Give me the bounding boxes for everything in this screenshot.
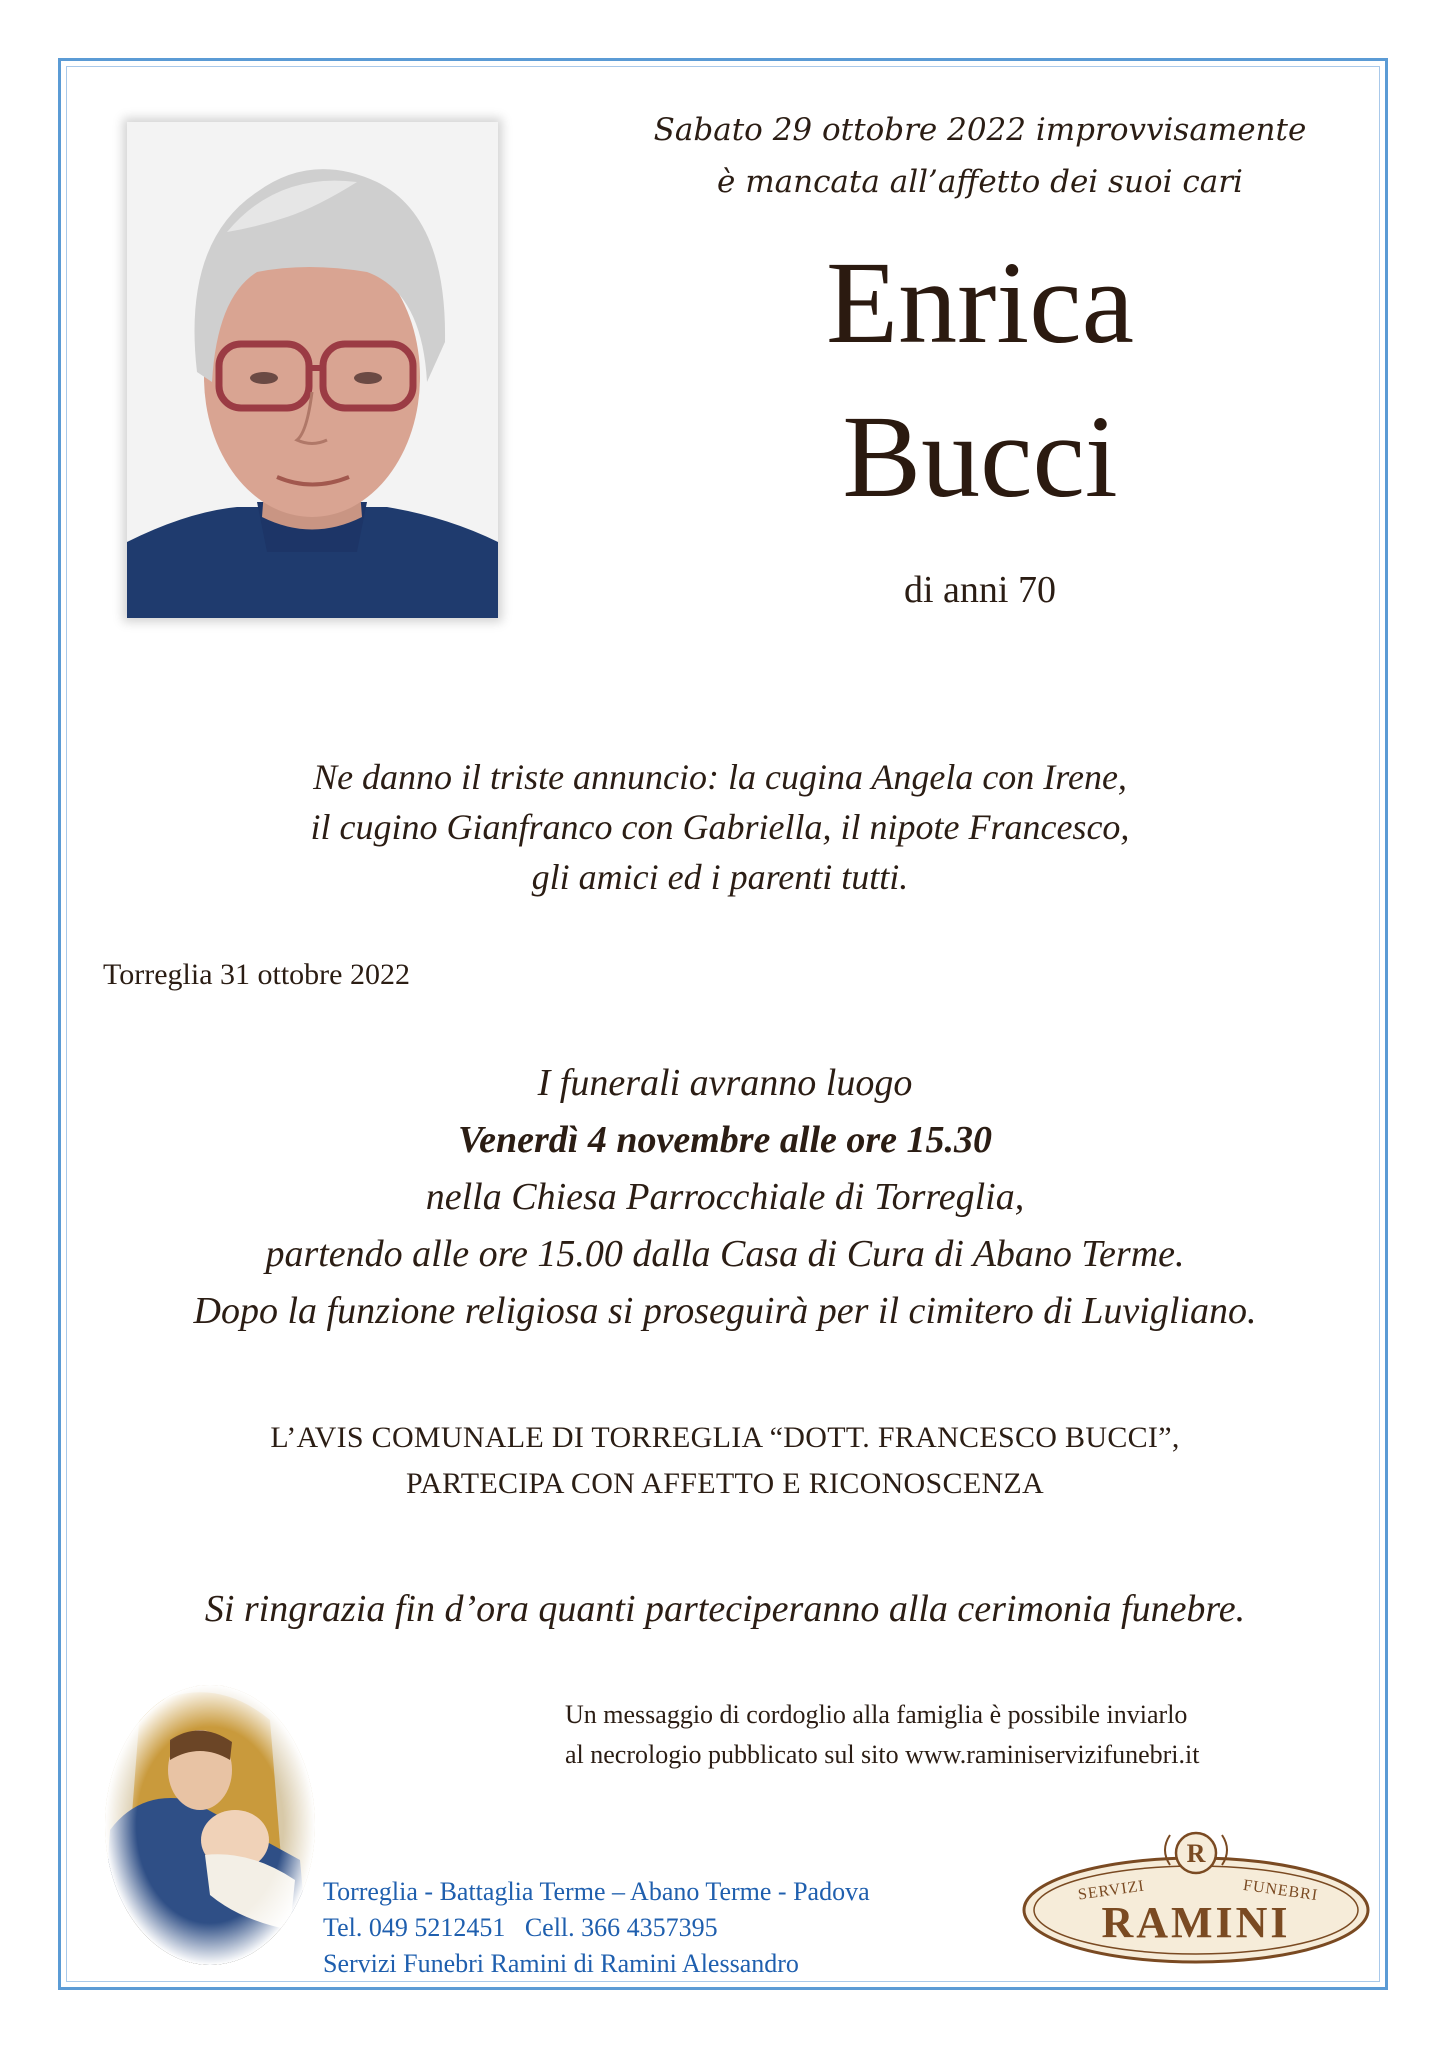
ramini-logo-graphic xyxy=(1020,1815,1372,1965)
contacts-company: Servizi Funebri Ramini di Ramini Alessandro xyxy=(323,1949,799,1978)
logo-monogram: R xyxy=(1186,1839,1206,1868)
avis-line-1: L’AVIS COMUNALE DI TORREGLIA “DOTT. FRANCESCO BUCCI”, xyxy=(270,1421,1180,1454)
intro-line-2: è mancata all’affetto dei suoi cari xyxy=(717,164,1243,200)
intro-line-1: Sabato 29 ottobre 2022 improvvisamente xyxy=(653,112,1307,148)
funeral-line-5: Dopo la funzione religiosa si proseguirà per il cimitero di Luvigliano. xyxy=(193,1290,1257,1332)
contacts-locations: Torreglia - Battaglia Terme – Abano Terme - Padova xyxy=(323,1877,870,1906)
funeral-line-1: I funerali avranno luogo xyxy=(537,1062,913,1104)
family-line-2: il cugino Gianfranco con Gabriella, il nipote Francesco, xyxy=(310,807,1130,847)
family-line-3: gli amici ed i parenti tutti. xyxy=(531,857,909,897)
madonna-image xyxy=(100,1680,320,1970)
thanks-text: Si ringrazia fin d’ora quanti parteciperanno alla cerimonia funebre. xyxy=(204,1588,1246,1630)
avis-line-2: PARTECIPA CON AFFETTO E RICONOSCENZA xyxy=(405,1467,1045,1500)
funeral-line-3: nella Chiesa Parrocchiale di Torreglia, xyxy=(425,1176,1025,1218)
deceased-age: di anni 70 xyxy=(904,569,1056,611)
logo-text-servizi: SERVIZI xyxy=(1076,1877,1146,1904)
deceased-first-name: Enrica xyxy=(826,237,1134,368)
message-line-2: al necrologio pubblicato sul sito www.raminiservizifunebri.it xyxy=(565,1740,1200,1769)
portrait-photo xyxy=(127,122,498,618)
funeral-line-4: partendo alle ore 15.00 dalla Casa di Cura di Abano Terme. xyxy=(265,1233,1185,1275)
funeral-date-time: Venerdì 4 novembre alle ore 15.30 xyxy=(457,1119,993,1161)
intro-text xyxy=(600,104,1360,208)
funeral-home-contacts xyxy=(323,1874,1043,1982)
funeral-details xyxy=(100,1055,1350,1340)
ramini-logo xyxy=(1020,1815,1372,1965)
message-line-1: Un messaggio di cordoglio alla famiglia è possibile inviarlo xyxy=(565,1700,1188,1729)
contacts-phones: Tel. 049 5212451 Cell. 366 4357395 xyxy=(323,1913,718,1942)
madonna-illustration xyxy=(100,1680,320,1970)
family-announcement xyxy=(140,752,1300,902)
logo-text-funebri: FUNEBRI xyxy=(1242,1876,1320,1905)
deceased-last-name: Bucci xyxy=(842,391,1118,522)
logo-name: RAMINI xyxy=(1101,1898,1291,1947)
place-date: Torreglia 31 ottobre 2022 xyxy=(103,958,410,991)
condolence-message xyxy=(565,1695,1365,1775)
avis-participation xyxy=(100,1415,1350,1507)
portrait-illustration xyxy=(127,122,498,618)
family-line-1: Ne danno il triste annuncio: la cugina Angela con Irene, xyxy=(313,757,1127,797)
